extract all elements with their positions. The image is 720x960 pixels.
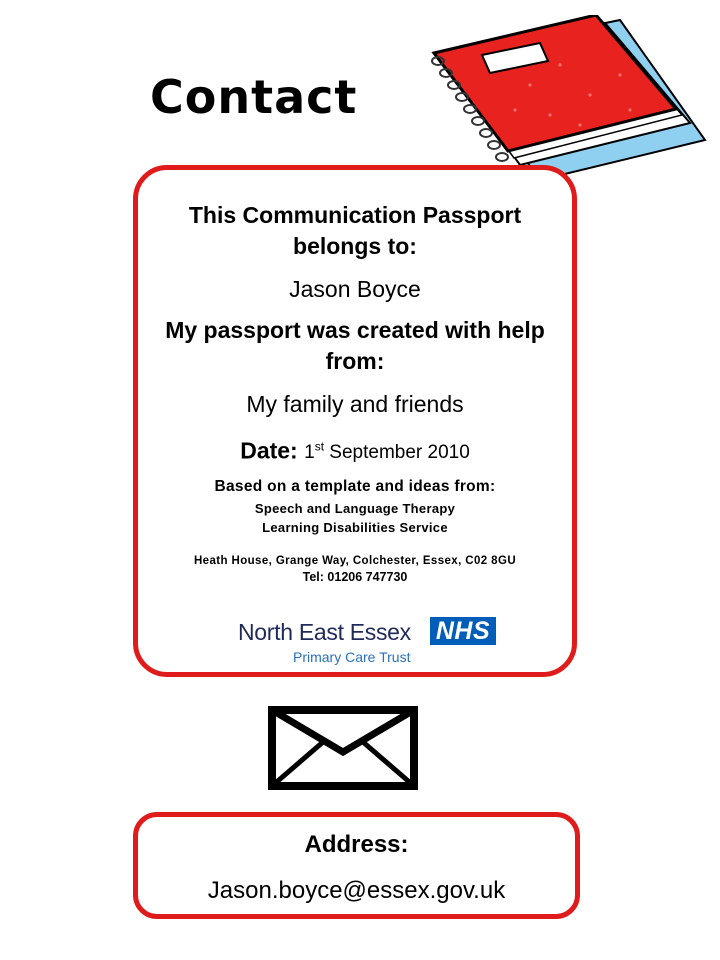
- passport-card: [133, 165, 577, 677]
- based-on-heading: Based on a template and ideas from:: [214, 478, 496, 496]
- service-address: Heath House, Grange Way, Colchester, Essex, C02 8GU: [193, 555, 517, 568]
- date-label: Date:: [240, 437, 298, 464]
- date-day: 1: [304, 442, 315, 464]
- nhs-badge: NHS: [430, 617, 496, 645]
- notebook-icon: [420, 15, 710, 185]
- address-label: Address:: [304, 831, 409, 858]
- email-address[interactable]: Jason.boyce@essex.gov.uk: [207, 877, 506, 904]
- date-rest: September 2010: [324, 442, 470, 464]
- created-heading: My passport was created with help from:: [165, 317, 545, 374]
- service-phone: Tel: 01206 747730: [302, 570, 408, 585]
- date-value: [304, 442, 470, 463]
- service-line-2: Learning Disabilities Service: [262, 520, 448, 536]
- logo-org-name: North East Essex: [238, 619, 411, 645]
- created-with: My family and friends: [246, 391, 464, 417]
- service-line-1: Speech and Language Therapy: [254, 501, 456, 517]
- logo-subtitle: Primary Care Trust: [293, 649, 411, 665]
- owner-heading: This Communication Passport belongs to:: [188, 202, 522, 259]
- owner-name: Jason Boyce: [289, 276, 421, 302]
- page-title: Contact: [150, 70, 358, 124]
- nhs-logo: [238, 615, 503, 670]
- date-row: [138, 432, 572, 468]
- address-card: [133, 812, 580, 919]
- date-suffix: st: [314, 440, 325, 454]
- envelope-icon: [268, 706, 418, 790]
